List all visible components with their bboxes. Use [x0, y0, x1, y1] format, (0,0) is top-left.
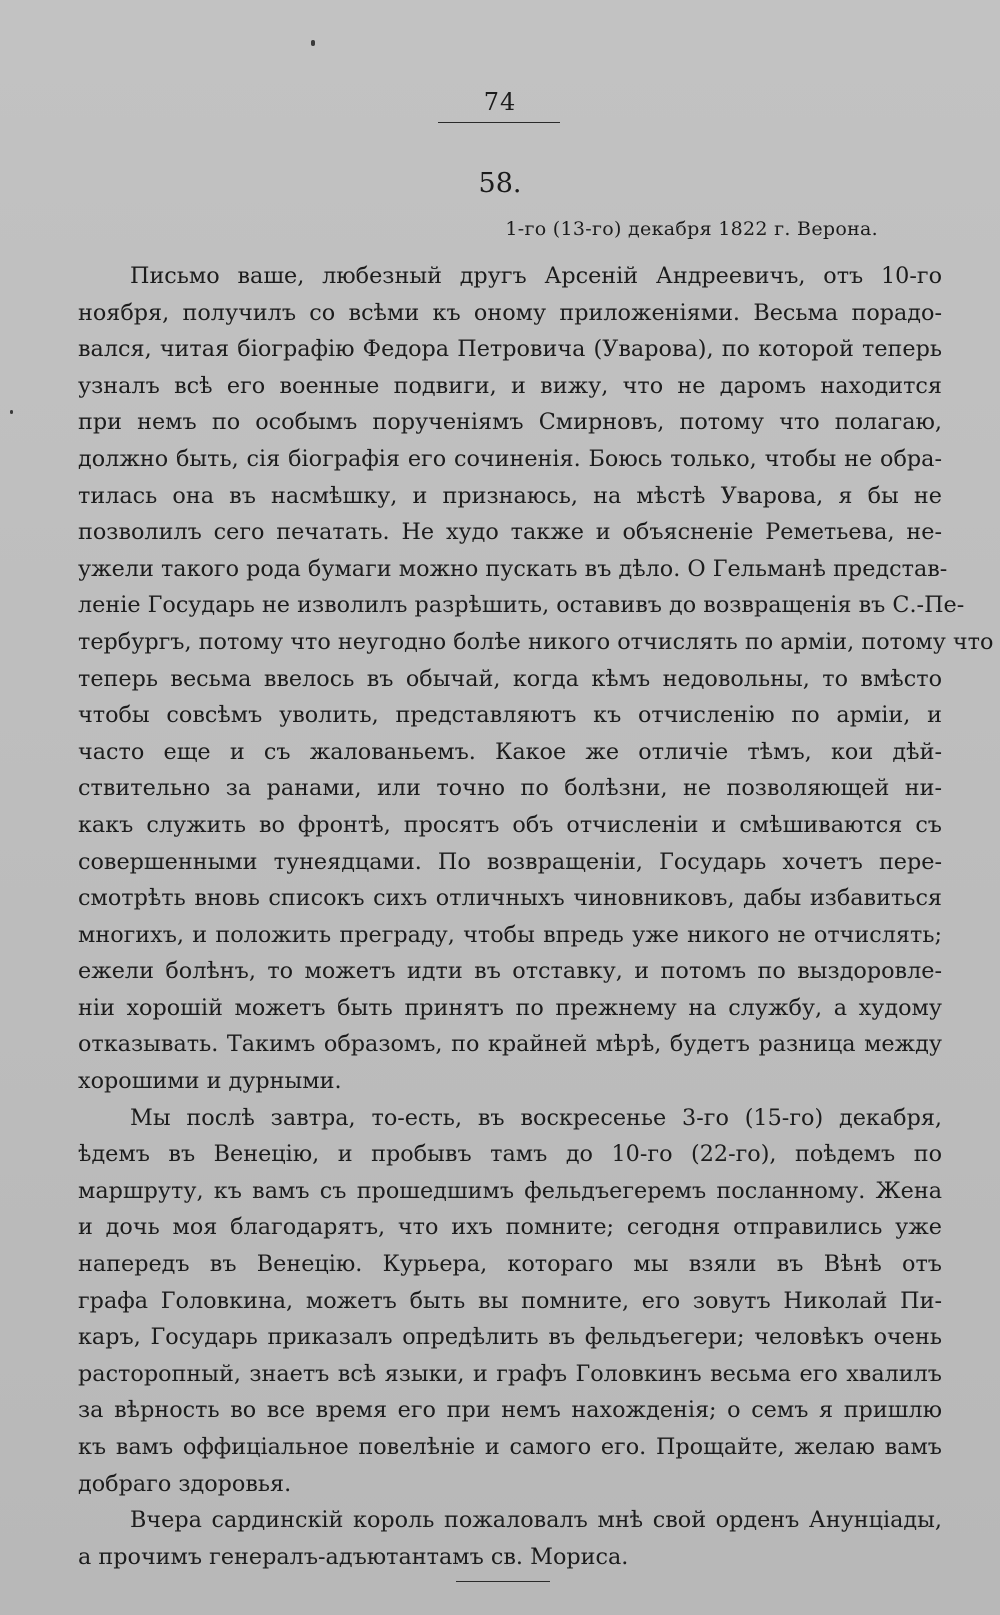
text-line: при немъ по особымъ порученіямъ Смирновъ, потому что полагаю, — [78, 409, 942, 436]
text-line: леніе Государь не изволилъ разрѣшить, оставивъ до возвращенія въ С.-Пе- — [78, 592, 965, 619]
text-line: тербургъ, потому что неугодно болѣе никого отчислять по арміи, потому что — [78, 628, 994, 655]
print-speck — [10, 410, 13, 414]
text-line: графа Головкина, можетъ быть вы помните, его зовутъ Николай Пи- — [78, 1287, 942, 1314]
text-line: совершенными тунеядцами. По возвращеніи, Государь хочетъ пере- — [78, 848, 942, 875]
print-speck — [311, 40, 315, 46]
text-line: многихъ, и положить преграду, чтобы впредь уже никого не отчислять; — [78, 921, 942, 948]
text-line: чтобы совсѣмъ уволить, представляютъ къ отчисленію по арміи, и — [78, 702, 942, 729]
text-line: смотрѣть вновь списокъ сихъ отличныхъ чиновниковъ, дабы избавиться — [78, 885, 942, 912]
text-line: расторопный, знаетъ всѣ языки, и графъ Головкинъ весьма его хвалилъ — [78, 1360, 942, 1387]
text-line: добраго здоровья. — [78, 1470, 292, 1497]
text-line: ствительно за ранами, или точно по болѣзни, не позволяющей ни- — [78, 775, 942, 802]
text-line: ноября, получилъ со всѣми къ оному приложеніями. Весьма порадо- — [78, 299, 942, 326]
text-line: за вѣрность во все время его при немъ нахожденія; о семъ я пришлю — [78, 1397, 942, 1424]
text-line: Вчера сардинскій король пожаловалъ мнѣ свой орденъ Анунціады, — [130, 1507, 942, 1534]
text-line: ежели болѣнъ, то можетъ идти въ отставку, и потомъ по выздоровле- — [78, 958, 942, 985]
text-line: часто еще и съ жалованьемъ. Какое же отличіе тѣмъ, кои дѣй- — [78, 738, 942, 765]
text-line: хорошими и дурными. — [78, 1068, 342, 1095]
text-line: ніи хорошій можетъ быть принятъ по прежнему на службу, а худому — [78, 994, 942, 1021]
text-line: тилась она въ насмѣшку, и признаюсь, на мѣстѣ Уварова, я бы не — [78, 482, 942, 509]
header-rule — [438, 122, 560, 123]
footer-rule — [456, 1581, 550, 1582]
text-line: ѣдемъ въ Венецію, и пробывъ тамъ до 10-го (22-го), поѣдемъ по — [78, 1141, 942, 1168]
text-line: отказывать. Такимъ образомъ, по крайней мѣрѣ, будетъ разница между — [78, 1031, 942, 1058]
text-line: Мы послѣ завтра, то-есть, въ воскресенье 3-го (15-го) декабря, — [130, 1104, 942, 1131]
text-line: а прочимъ генералъ-адъютантамъ св. Мориса. — [78, 1543, 629, 1570]
text-line: Письмо ваше, любезный другъ Арсеній Андреевичъ, отъ 10-го — [130, 263, 942, 289]
text-line: теперь весьма ввелось въ обычай, когда кѣмъ недовольны, то вмѣсто — [78, 665, 942, 692]
text-line: къ вамъ оффиціальное повелѣніе и самого его. Прощайте, желаю вамъ — [78, 1434, 942, 1460]
page-number: 74 — [483, 88, 517, 116]
text-line: какъ служить во фронтѣ, просятъ объ отчисленіи и смѣшиваются съ — [78, 811, 942, 838]
text-line: вался, читая біографію Федора Петровича (Уварова), по которой теперь — [78, 336, 942, 363]
text-line: ужели такого рода бумаги можно пускать въ дѣло. О Гельманѣ представ- — [78, 555, 948, 582]
dateline: 1-го (13-го) декабря 1822 г. Верона. — [505, 218, 878, 240]
letter-number: 58. — [478, 168, 522, 199]
text-line: позволилъ сего печатать. Не худо также и объясненіе Реметьева, не- — [78, 519, 942, 546]
text-line: узналъ всѣ его военные подвиги, и вижу, что не даромъ находится — [78, 372, 942, 399]
text-line: и дочь моя благодарятъ, что ихъ помните; сегодня отправились уже — [78, 1214, 942, 1241]
text-line: напередъ въ Венецію. Курьера, котораго мы взяли въ Вѣнѣ отъ — [78, 1251, 942, 1278]
text-line: должно быть, сія біографія его сочиненія. Боюсь только, чтобы не обра- — [78, 445, 942, 472]
letter-body — [78, 258, 994, 1575]
text-line: каръ, Государь приказалъ опредѣлить въ фельдъегери; человѣкъ очень — [78, 1324, 942, 1351]
text-line: маршруту, къ вамъ съ прошедшимъ фельдъегеремъ посланному. Жена — [78, 1177, 942, 1204]
